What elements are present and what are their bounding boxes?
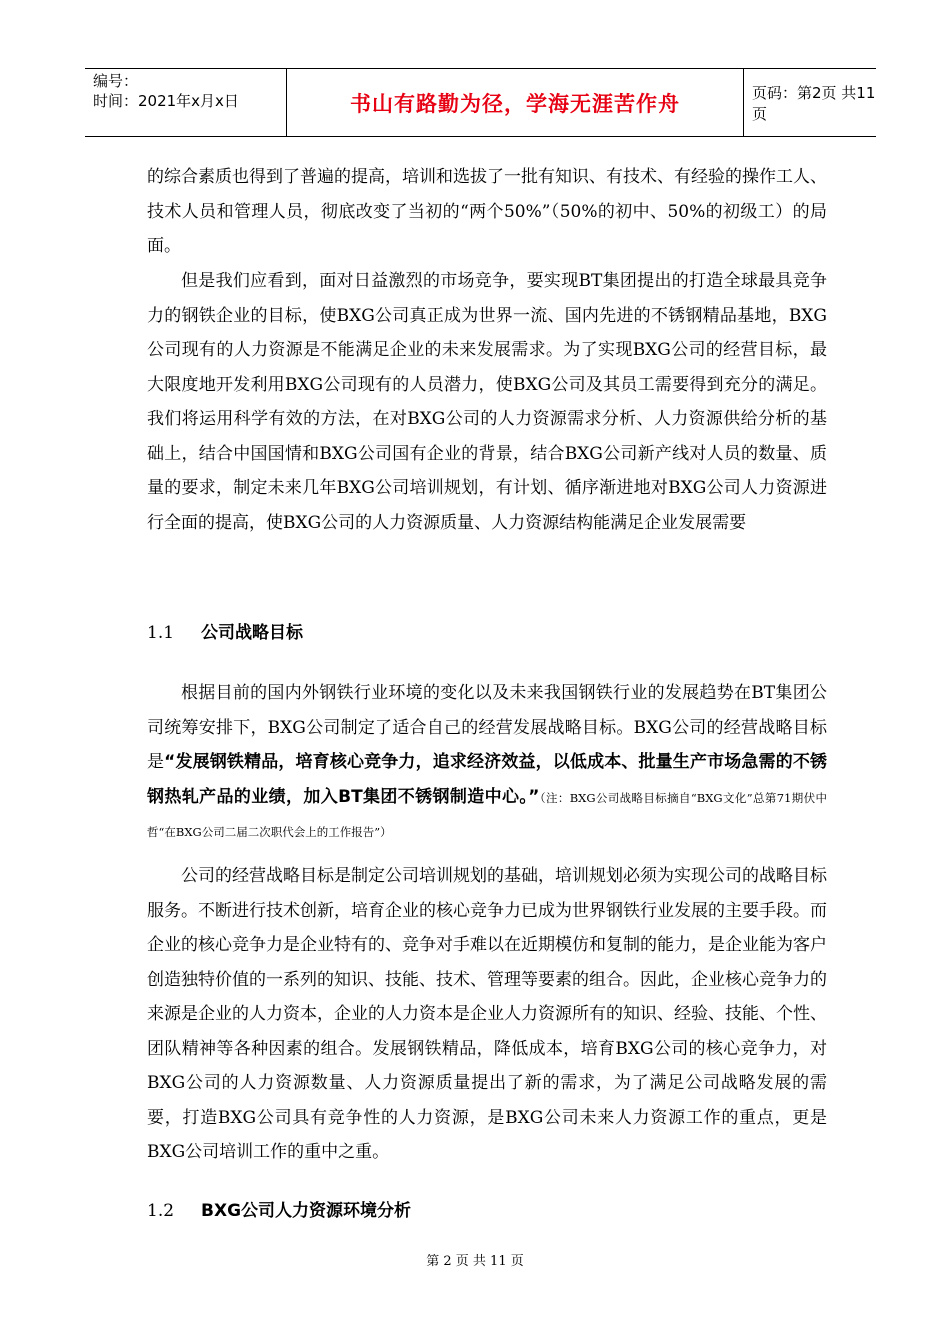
heading-number: 1.2 — [147, 1201, 175, 1221]
strategy-goal-note: （注：BXG公司战略目标摘自“BXG文化”总第71期伏中哲“在BXG公司二届二次职代会上的工作报告”） — [147, 790, 827, 839]
section-heading-1-2 — [147, 1196, 411, 1221]
strategy-goal-quote: “发展钢铁精品，培育核心竞争力，追求经济效益，以低成本、批量生产市场急需的不锈钢热轧产品的业绩，加入BT集团不锈钢制造中心。” — [147, 752, 828, 807]
paragraph-2: 但是我们应看到，面对日益激烈的市场竞争，要实现BT集团提出的打造全球最具竞争力的钢铁企业的目标，使BXG公司真正成为世界一流、国内先进的不锈钢精品基地，BXG公司现有的人力资源是不能满足企业的未来发展需求。为了实现BXG公司的经营目标，最大限度地开发利用BXG公司现有的人员潜力，使BXG公司及其员工需要得到充分的满足。我们将运用科学有效的方法，在对BXG公司的人力资源需求分析、人力资源供给分析的基础上，结合中国国情和BXG公司国有企业的背景，结合BXG公司新产线对人员的数量、质量的要求，制定未来几年BXG公司培训规划，有计划、循序渐进地对BXG公司人力资源进行全面的提高，使BXG公司的人力资源质量、人力资源结构能满足企业发展需要 — [147, 271, 827, 533]
section-heading-1-1 — [147, 618, 303, 643]
time-label: 时间：2021年x月x日 — [93, 92, 239, 110]
paragraph-3 — [147, 676, 827, 849]
paragraph-3-block — [147, 676, 827, 849]
heading-title: BXG公司人力资源环境分析 — [201, 1201, 412, 1221]
paragraph-2-block — [147, 264, 827, 540]
paragraph-1-block — [147, 160, 827, 264]
paragraph-4-block — [147, 859, 827, 1170]
heading-title: 公司战略目标 — [201, 623, 303, 643]
heading-number: 1.1 — [147, 623, 175, 643]
header-page-info: 页码：第2页 共11页 — [752, 83, 876, 123]
page-footer: 第 2 页 共 11 页 — [426, 1254, 524, 1269]
number-label: 编号： — [93, 72, 139, 90]
header-motto: 书山有路勤为径，学海无涯苦作舟 — [286, 69, 744, 136]
document-header — [85, 68, 876, 137]
header-meta — [85, 69, 286, 136]
paragraph-1: 的综合素质也得到了普遍的提高，培训和选拔了一批有知识、有技术、有经验的操作工人、技术人员和管理人员，彻底改变了当初的“两个50%”（50%的初中、50%的初级工）的局面。 — [147, 167, 827, 256]
paragraph-3-lead: 根据目前的国内外钢铁行业环境的变化以及未来我国钢铁行业的发展趋势在BT集团公司统筹安排下，BXG公司制定了适合自己的经营发展战略目标。BXG公司的经营战略目标是 — [147, 683, 827, 772]
paragraph-4: 公司的经营战略目标是制定公司培训规划的基础，培训规划必须为实现公司的战略目标服务。不断进行技术创新，培育企业的核心竞争力已成为世界钢铁行业发展的主要手段。而企业的核心竞争力是企业特有的、竞争对手难以在近期模仿和复制的能力，是企业能为客户创造独特价值的一系列的知识、技能、技术、管理等要素的组合。因此，企业核心竞争力的来源是企业的人力资本，企业的人力资本是企业人力资源所有的知识、经验、技能、个性、团队精神等各种因素的组合。发展钢铁精品，降低成本，培育BXG公司的核心竞争力，对BXG公司的人力资源数量、人力资源质量提出了新的需求，为了满足公司战略发展的需要，打造BXG公司具有竞争性的人力资源，是BXG公司未来人力资源工作的重点，更是BXG公司培训工作的重中之重。 — [147, 866, 827, 1162]
